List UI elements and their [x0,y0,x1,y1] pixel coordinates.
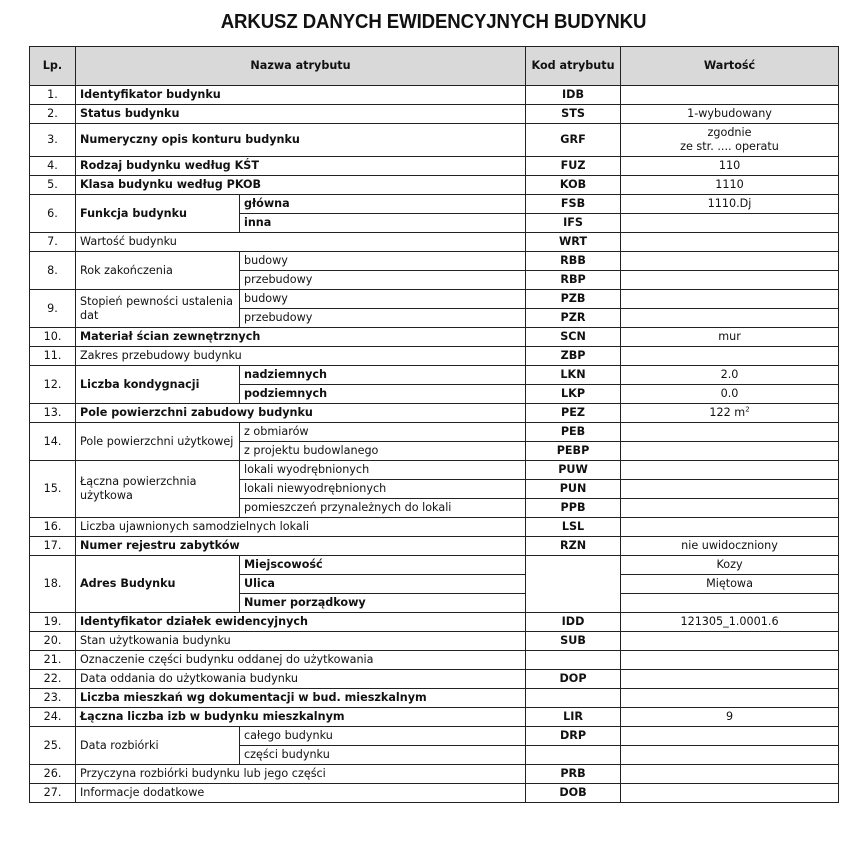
table-row [30,366,839,385]
attribute-value [621,765,839,784]
attribute-code: LKN [526,366,621,385]
table-row [30,423,839,442]
attribute-code: PEB [526,423,621,442]
attribute-code [526,556,621,613]
attribute-value [621,252,839,271]
attribute-code: PZB [526,290,621,309]
attribute-subname: całego budynku [240,727,526,746]
attribute-name: Rok zakończenia [76,252,240,290]
attribute-name: Data rozbiórki [76,727,240,765]
attribute-value [621,86,839,105]
table-row [30,157,839,176]
attribute-value [621,271,839,290]
attribute-code [526,746,621,765]
attribute-code: IDD [526,613,621,632]
attribute-code [526,689,621,708]
table-row [30,461,839,480]
attribute-code: STS [526,105,621,124]
attribute-name: Informacje dodatkowe [76,784,526,803]
attribute-name: Adres Budynku [76,556,240,613]
attribute-code: LKP [526,385,621,404]
attribute-name: Pole powierzchni użytkowej [76,423,240,461]
row-number: 14. [30,423,76,461]
table-row [30,537,839,556]
attribute-name: Stopień pewności ustalenia dat [76,290,240,328]
attribute-value [621,499,839,518]
row-number: 26. [30,765,76,784]
row-number: 22. [30,670,76,689]
attribute-name: Data oddania do użytkowania budynku [76,670,526,689]
table-row [30,727,839,746]
attribute-subname: Ulica [240,575,526,594]
table-row [30,613,839,632]
area-value: 122 m [709,406,746,419]
attribute-value [621,404,839,423]
row-number: 12. [30,366,76,404]
attribute-subname: lokali wyodrębnionych [240,461,526,480]
value-line-1: zgodnie [707,126,752,139]
attribute-value: Kozy [621,556,839,575]
table-row [30,765,839,784]
table-row [30,404,839,423]
attribute-subname: Miejscowość [240,556,526,575]
attribute-code: IFS [526,214,621,233]
attribute-value: 110 [621,157,839,176]
attribute-value: 9 [621,708,839,727]
row-number: 7. [30,233,76,252]
table-row [30,708,839,727]
attribute-value: 1-wybudowany [621,105,839,124]
attribute-name: Liczba ujawnionych samodzielnych lokali [76,518,526,537]
attribute-code: PEZ [526,404,621,423]
row-number: 17. [30,537,76,556]
row-number: 6. [30,195,76,233]
table-row [30,518,839,537]
table-row [30,105,839,124]
row-number: 20. [30,632,76,651]
header-value: Wartość [621,47,839,86]
attribute-name: Liczba kondygnacji [76,366,240,404]
attribute-subname: budowy [240,290,526,309]
table-row [30,328,839,347]
attribute-code: SUB [526,632,621,651]
row-number: 27. [30,784,76,803]
table-row [30,176,839,195]
attribute-table [29,46,839,803]
attribute-name: Liczba mieszkań wg dokumentacji w bud. mieszkalnym [76,689,526,708]
attribute-subname: budowy [240,252,526,271]
attribute-subname: przebudowy [240,309,526,328]
row-number: 18. [30,556,76,613]
table-row [30,233,839,252]
row-number: 15. [30,461,76,518]
table-row [30,290,839,309]
attribute-value [621,746,839,765]
header-lp: Lp. [30,47,76,86]
attribute-name: Zakres przebudowy budynku [76,347,526,366]
attribute-code: DOP [526,670,621,689]
table-row [30,347,839,366]
attribute-name: Wartość budynku [76,233,526,252]
attribute-value [621,233,839,252]
attribute-value: 1110 [621,176,839,195]
header-attribute-name: Nazwa atrybutu [76,47,526,86]
attribute-value: 0.0 [621,385,839,404]
attribute-value [621,518,839,537]
row-number: 16. [30,518,76,537]
attribute-name: Klasa budynku według PKOB [76,176,526,195]
row-number: 8. [30,252,76,290]
attribute-value [621,124,839,157]
attribute-code: RZN [526,537,621,556]
attribute-code: RBP [526,271,621,290]
table-row [30,632,839,651]
attribute-name: Łączna powierzchnia użytkowa [76,461,240,518]
attribute-subname: inna [240,214,526,233]
attribute-subname: z obmiarów [240,423,526,442]
attribute-name: Stan użytkowania budynku [76,632,526,651]
attribute-name: Rodzaj budynku według KŚT [76,157,526,176]
attribute-subname: pomieszczeń przynależnych do lokali [240,499,526,518]
row-number: 23. [30,689,76,708]
attribute-subname: nadziemnych [240,366,526,385]
attribute-value: Miętowa [621,575,839,594]
attribute-name: Przyczyna rozbiórki budynku lub jego części [76,765,526,784]
attribute-code: SCN [526,328,621,347]
attribute-value [621,594,839,613]
row-number: 11. [30,347,76,366]
attribute-value: 2.0 [621,366,839,385]
attribute-value [621,214,839,233]
area-unit-exponent: 2 [745,405,750,414]
attribute-code [526,651,621,670]
attribute-code: RBB [526,252,621,271]
attribute-code: FUZ [526,157,621,176]
attribute-name: Oznaczenie części budynku oddanej do użytkowania [76,651,526,670]
attribute-value: 121305_1.0001.6 [621,613,839,632]
row-number: 4. [30,157,76,176]
row-number: 1. [30,86,76,105]
attribute-subname: przebudowy [240,271,526,290]
attribute-value [621,670,839,689]
attribute-value [621,347,839,366]
row-number: 19. [30,613,76,632]
row-number: 10. [30,328,76,347]
attribute-code: PUW [526,461,621,480]
attribute-value [621,689,839,708]
attribute-code: DRP [526,727,621,746]
row-number: 24. [30,708,76,727]
row-number: 9. [30,290,76,328]
table-row [30,784,839,803]
attribute-value [621,442,839,461]
attribute-value [621,632,839,651]
attribute-value: mur [621,328,839,347]
attribute-code: FSB [526,195,621,214]
attribute-name: Identyfikator budynku [76,86,526,105]
attribute-code: PUN [526,480,621,499]
attribute-subname: części budynku [240,746,526,765]
attribute-value: nie uwidoczniony [621,537,839,556]
attribute-subname: lokali niewyodrębnionych [240,480,526,499]
row-number: 13. [30,404,76,423]
table-header-row [30,47,839,86]
row-number: 25. [30,727,76,765]
attribute-name: Numer rejestru zabytków [76,537,526,556]
table-row [30,195,839,214]
table-row [30,86,839,105]
attribute-value: 1110.Dj [621,195,839,214]
attribute-name: Status budynku [76,105,526,124]
table-row [30,556,839,575]
row-number: 5. [30,176,76,195]
attribute-subname: Numer porządkowy [240,594,526,613]
attribute-value [621,423,839,442]
attribute-value [621,309,839,328]
attribute-code: ZBP [526,347,621,366]
header-attribute-code: Kod atrybutu [526,47,621,86]
attribute-code: PPB [526,499,621,518]
table-row [30,124,839,157]
attribute-code: PEBP [526,442,621,461]
attribute-subname: z projektu budowlanego [240,442,526,461]
attribute-code: PZR [526,309,621,328]
attribute-code: GRF [526,124,621,157]
attribute-name: Pole powierzchni zabudowy budynku [76,404,526,423]
attribute-subname: główna [240,195,526,214]
attribute-code: LIR [526,708,621,727]
attribute-value [621,290,839,309]
attribute-name: Łączna liczba izb w budynku mieszkalnym [76,708,526,727]
attribute-name: Materiał ścian zewnętrznych [76,328,526,347]
table-row [30,689,839,708]
row-number: 3. [30,124,76,157]
table-row [30,651,839,670]
attribute-code: DOB [526,784,621,803]
table-row [30,670,839,689]
attribute-value [621,784,839,803]
attribute-code: IDB [526,86,621,105]
attribute-value [621,480,839,499]
attribute-code: KOB [526,176,621,195]
attribute-name: Numeryczny opis konturu budynku [76,124,526,157]
attribute-value [621,461,839,480]
row-number: 2. [30,105,76,124]
row-number: 21. [30,651,76,670]
attribute-code: LSL [526,518,621,537]
attribute-code: PRB [526,765,621,784]
attribute-value [621,651,839,670]
attribute-name: Funkcja budynku [76,195,240,233]
document-title: ARKUSZ DANYCH EWIDENCYJNYCH BUDYNKU [220,11,647,33]
attribute-value [621,727,839,746]
attribute-subname: podziemnych [240,385,526,404]
attribute-code: WRT [526,233,621,252]
attribute-name: Identyfikator działek ewidencyjnych [76,613,526,632]
table-row [30,252,839,271]
value-line-2: ze str. .... operatu [680,140,779,153]
